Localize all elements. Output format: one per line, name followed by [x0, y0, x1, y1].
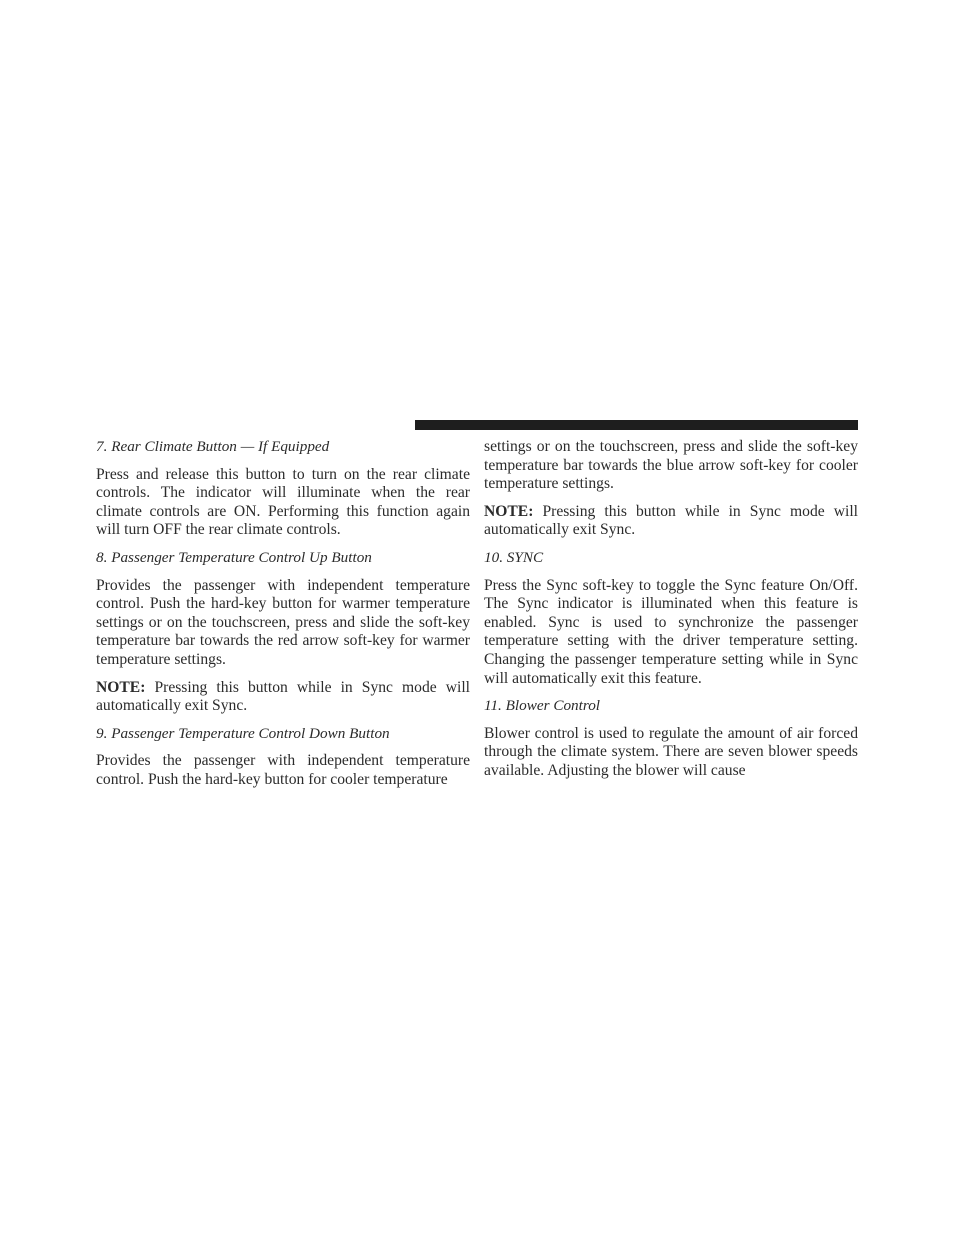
- note-label: NOTE:: [96, 678, 146, 696]
- section-7-body: Press and release this button to turn on the rear climate controls. The indicator will illuminate when the rear climate controls are ON. Performing this function again will turn OFF the rear climate controls.: [96, 465, 470, 539]
- section-11-heading: 11. Blower Control: [484, 697, 601, 715]
- right-column: [484, 438, 858, 790]
- note-label: NOTE:: [484, 502, 534, 520]
- section-8-heading: 8. Passenger Temperature Control Up Button: [96, 548, 372, 566]
- section-9-heading: 9. Passenger Temperature Control Down Button: [96, 724, 390, 742]
- section-9-note: [484, 503, 858, 540]
- note-text: Pressing this button while in Sync mode will automatically exit Sync.: [96, 678, 470, 715]
- header-rule: [415, 420, 858, 430]
- section-11-body: Blower control is used to regulate the amount of air forced through the climate system. There are seven blower speeds available. Adjusting the blower will cause: [484, 724, 858, 779]
- section-9-body: Provides the passenger with independent temperature control. Push the hard-key button for cooler temperature: [96, 752, 470, 788]
- section-9-body-continued: settings or on the touchscreen, press and slide the soft-key temperature bar towards the blue arrow soft-key for cooler temperature settings.: [484, 438, 858, 493]
- note-text: Pressing this button while in Sync mode will automatically exit Sync.: [484, 502, 858, 539]
- left-column: [96, 438, 470, 799]
- section-10-heading: 10. SYNC: [484, 548, 544, 566]
- section-8-body: Provides the passenger with independent temperature control. Push the hard-key button for warmer temperature settings or on the touchscreen, press and slide the soft-key temperature bar towards the red arrow soft-key for warmer temperature settings.: [96, 576, 470, 668]
- section-10-body: Press the Sync soft-key to toggle the Sync feature On/Off. The Sync indicator is illuminated when this feature is enabled. Sync is used to synchronize the passenger temperature setting with the driver temperature setting. Changing the passenger temperature setting while in Sync will automatically exit this feature.: [484, 576, 858, 687]
- section-8-note: [96, 679, 470, 716]
- section-7-heading: 7. Rear Climate Button — If Equipped: [96, 438, 330, 455]
